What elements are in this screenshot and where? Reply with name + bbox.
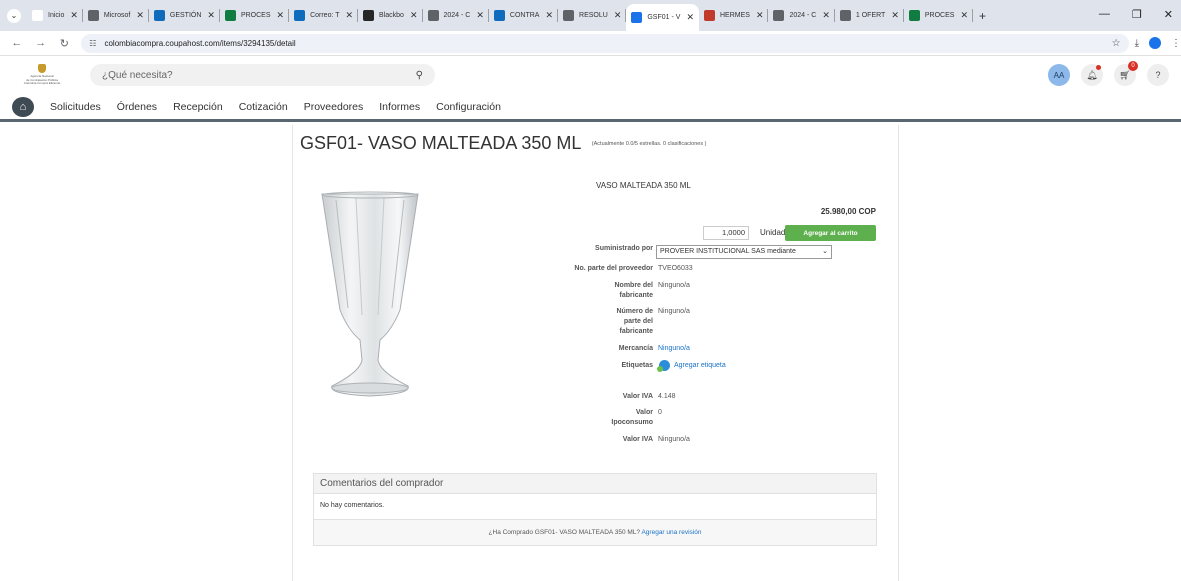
browser-tab-label: Correo: T (310, 12, 340, 19)
nav-recepcion[interactable]: Recepción (173, 101, 223, 113)
tab-search-icon[interactable]: ⌄ (7, 9, 21, 23)
url-input[interactable] (81, 34, 1128, 53)
close-tab-icon[interactable]: ✕ (891, 10, 899, 20)
review-question: ¿Ha Comprado GSF01- VASO MALTEADA 350 ML? (488, 529, 641, 536)
browser-tab-label: 2024 - C (789, 12, 817, 19)
buyer-comments-panel (313, 473, 877, 546)
notification-dot (1096, 65, 1101, 70)
browser-tab-label: GESTIÓN (169, 12, 202, 19)
search-placeholder: ¿Qué necesita? (102, 69, 173, 81)
ipoconsumo-value: 0 (658, 409, 662, 416)
back-icon[interactable]: ← (11, 37, 23, 49)
iva-label: Valor IVA (622, 393, 653, 400)
notifications-button[interactable] (1081, 64, 1103, 86)
nav-configuracion[interactable]: Configuración (436, 101, 501, 113)
search-input[interactable] (90, 64, 435, 86)
close-tab-icon[interactable]: ✕ (207, 10, 215, 20)
tab-favicon-icon (294, 10, 305, 21)
manufacturer-part-label: Número de parte del fabricante (616, 308, 653, 335)
close-tab-icon[interactable]: ✕ (545, 10, 554, 20)
close-tab-icon[interactable]: ✕ (822, 10, 830, 20)
reload-icon[interactable]: ↻ (59, 37, 70, 50)
tab-favicon-icon (773, 10, 784, 21)
profile-icon[interactable] (1149, 37, 1161, 49)
commodity-label: Mercancía (618, 345, 653, 352)
supplier-part-value: TVEO6033 (658, 265, 693, 272)
cart-button[interactable] (1114, 64, 1136, 86)
unit-label: Unidad (760, 228, 786, 237)
cart-icon: 🛒︎ (1119, 69, 1131, 80)
comments-heading: Comentarios del comprador (314, 474, 876, 494)
close-tab-icon[interactable]: ✕ (136, 10, 144, 20)
browser-menu-icon[interactable]: ⋮ (1171, 37, 1181, 49)
nav-cotizacion[interactable]: Cotización (238, 101, 288, 113)
site-info-icon[interactable]: ☷ (89, 38, 97, 48)
tab-favicon-icon (32, 10, 43, 21)
close-tab-icon[interactable]: ✕ (476, 10, 484, 20)
browser-tab[interactable] (27, 0, 83, 31)
download-icon[interactable]: ⤓ (1134, 37, 1139, 49)
browser-tab[interactable] (626, 4, 699, 31)
cart-count-badge: 0 (1128, 61, 1138, 71)
agency-logo[interactable] (14, 60, 70, 90)
forward-icon[interactable]: → (35, 37, 47, 49)
tab-favicon-icon (704, 10, 715, 21)
browser-tab-label: 2024 - C (443, 12, 471, 19)
browser-tab[interactable] (835, 0, 904, 31)
url-text: colombiacompra.coupahost.com/items/3294135/detail (104, 38, 296, 48)
iva2-label: Valor IVA (622, 436, 653, 443)
user-avatar[interactable]: AA (1048, 64, 1070, 86)
browser-tab[interactable] (489, 0, 558, 31)
manufacturer-part-value: Ninguno/a (658, 308, 690, 315)
logo-line: de Contratación Pública (26, 77, 58, 82)
nav-ordenes[interactable]: Órdenes (116, 101, 158, 113)
browser-tab[interactable] (358, 0, 422, 31)
coat-of-arms-icon (38, 64, 46, 73)
supplier-select-value: PROVEER INSTITUCIONAL SAS mediante (660, 248, 796, 255)
supplier-select[interactable] (656, 245, 832, 259)
main-nav (0, 95, 1181, 122)
help-button[interactable]: ? (1147, 64, 1169, 86)
browser-tab-label: Blackbo (379, 12, 404, 19)
rating-text: (Actualmente 0.0/5 estrellas. 0 clasificaciones ) (591, 141, 707, 148)
ipoconsumo-label: Valor Ipoconsumo (611, 409, 653, 426)
browser-tab[interactable] (904, 0, 973, 31)
browser-tab-label: CONTRA (509, 12, 540, 19)
browser-tab[interactable] (558, 0, 626, 31)
browser-tab-label: PROCES (240, 12, 271, 19)
chevron-down-icon: ⌄ (822, 248, 828, 255)
close-tab-icon[interactable]: ✕ (960, 10, 968, 20)
tab-favicon-icon (88, 10, 99, 21)
close-tab-icon[interactable]: ✕ (686, 12, 694, 22)
add-tag-link[interactable]: Agregar etiqueta (674, 362, 726, 369)
item-title: GSF01- VASO MALTEADA 350 ML (300, 133, 581, 153)
review-prompt (314, 520, 876, 545)
supplied-by-label: Suministrado por (595, 245, 653, 252)
nav-proveedores[interactable]: Proveedores (303, 101, 364, 113)
home-icon[interactable]: ⌂ (12, 97, 34, 117)
close-tab-icon[interactable]: ✕ (345, 10, 354, 20)
tags-label: Etiquetas (621, 362, 653, 369)
bell-icon: 🔔︎ (1086, 69, 1098, 80)
page-title (300, 133, 706, 154)
browser-tab[interactable] (83, 0, 149, 31)
browser-tab[interactable] (423, 0, 489, 31)
logo-line: Colombia Compra Eficiente (23, 81, 61, 86)
tab-favicon-icon (631, 12, 642, 23)
new-tab-icon[interactable]: + (978, 8, 986, 23)
browser-tab-label: RESOLU (579, 12, 608, 19)
browser-tab-bar (0, 0, 1181, 31)
tab-favicon-icon (363, 10, 374, 21)
commodity-value[interactable]: Ninguno/a (658, 345, 690, 352)
close-tab-icon[interactable]: ✕ (276, 10, 285, 20)
close-tab-icon[interactable]: ✕ (755, 10, 764, 20)
nav-informes[interactable]: Informes (379, 101, 421, 113)
tab-favicon-icon (909, 10, 920, 21)
browser-tab[interactable] (289, 0, 358, 31)
quantity-input[interactable]: 1,0000 (703, 226, 749, 240)
browser-tab-label: Inicio (48, 12, 65, 19)
iva2-value: Ninguno/a (658, 436, 690, 443)
tab-separator (972, 9, 973, 22)
tab-favicon-icon (840, 10, 851, 21)
content-divider-left (292, 125, 293, 581)
tab-favicon-icon (428, 10, 439, 21)
browser-tab-label: 1 OFERT (855, 12, 886, 19)
close-tab-icon[interactable]: ✕ (613, 10, 622, 20)
product-image (318, 190, 422, 400)
comments-empty-text: No hay comentarios. (314, 494, 876, 520)
browser-tab-label: Microsof (103, 12, 131, 19)
nav-solicitudes[interactable]: Solicitudes (50, 101, 101, 113)
browser-tab-label: GSF01 - V (647, 14, 681, 21)
browser-tab[interactable] (768, 0, 834, 31)
tab-favicon-icon (225, 10, 236, 21)
close-window-icon[interactable]: ✕ (1163, 9, 1173, 21)
window-controls (1099, 8, 1173, 21)
manufacturer-name-value: Ninguno/a (658, 282, 690, 289)
close-tab-icon[interactable]: ✕ (409, 10, 418, 20)
search-icon[interactable]: ⚲ (415, 69, 423, 81)
add-to-cart-button[interactable]: Agregar al carrito (785, 225, 876, 241)
product-name: VASO MALTEADA 350 ML (596, 181, 691, 190)
address-bar (0, 31, 1181, 56)
manufacturer-name-label: Nombre del fabricante (614, 282, 653, 299)
browser-tab[interactable] (699, 0, 769, 31)
close-tab-icon[interactable]: ✕ (70, 10, 78, 20)
browser-tab-label: HERMES (719, 12, 750, 19)
minimize-icon[interactable]: — (1098, 8, 1110, 20)
browser-tab[interactable] (149, 0, 220, 31)
tab-favicon-icon (563, 10, 574, 21)
content-divider-right (898, 125, 899, 581)
browser-tab[interactable] (220, 0, 289, 31)
iva-value: 4.148 (658, 393, 676, 400)
add-tag-icon[interactable] (659, 360, 670, 371)
bookmark-star-icon[interactable]: ☆ (1111, 37, 1121, 49)
logo-line: Agencia Nacional (30, 74, 54, 79)
browser-tab-label: PROCES (924, 12, 955, 19)
restore-icon[interactable]: ❐ (1131, 9, 1142, 21)
tab-favicon-icon (494, 10, 505, 21)
add-review-link[interactable]: Agregar una revisión (641, 529, 702, 536)
app-header (0, 57, 1181, 93)
product-price: 25.980,00 COP (820, 207, 876, 216)
tab-favicon-icon (154, 10, 165, 21)
supplier-part-label: No. parte del proveedor (574, 265, 653, 272)
